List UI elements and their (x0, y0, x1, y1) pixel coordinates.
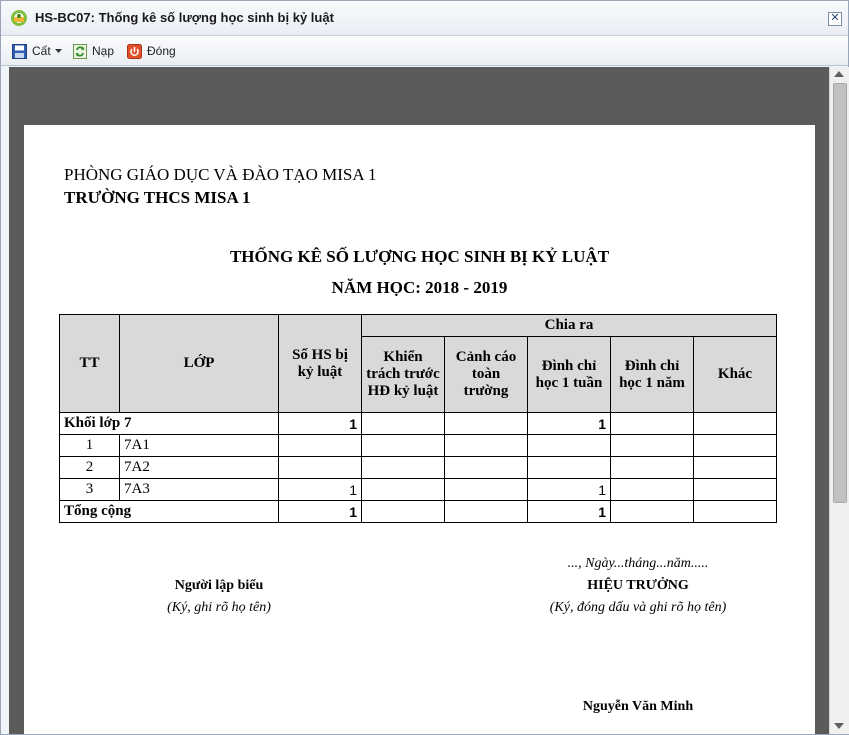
report-viewer[interactable] (9, 67, 829, 734)
row-suspend-year (611, 457, 694, 479)
header-warning: Khiển trách trước HĐ kỷ luật (362, 337, 445, 413)
row-class: 7A2 (120, 457, 279, 479)
department-name: PHÒNG GIÁO DỤC VÀ ĐÀO TẠO MISA 1 (64, 165, 377, 184)
scroll-down-icon[interactable] (834, 723, 844, 729)
header-breakdown: Chia ra (362, 315, 777, 337)
row-other (694, 457, 777, 479)
row-tt: 1 (60, 435, 120, 457)
row-class: 7A3 (120, 479, 279, 501)
save-icon (12, 44, 27, 59)
row-other (694, 435, 777, 457)
preparer-note: (Ký, ghi rõ họ tên) (167, 600, 271, 615)
row-warning (362, 435, 445, 457)
header-school-warning: Cảnh cáo toàn trường (445, 337, 528, 413)
group-label: Khối lớp 7 (60, 413, 279, 435)
row-suspend-week (528, 457, 611, 479)
row-warning (362, 479, 445, 501)
vertical-scrollbar[interactable] (829, 67, 849, 734)
table-row (60, 479, 777, 501)
report-page (24, 125, 815, 734)
close-icon[interactable]: ✕ (828, 12, 842, 26)
group-other (694, 413, 777, 435)
header-other: Khác (694, 337, 777, 413)
total-suspend-week: 1 (528, 501, 611, 523)
app-logo-icon (10, 9, 28, 27)
row-count: 1 (279, 479, 362, 501)
group-count: 1 (279, 413, 362, 435)
total-row (60, 501, 777, 523)
title-bar (1, 1, 848, 36)
power-icon (127, 44, 142, 59)
preparer-title: Người lập biểu (174, 578, 264, 593)
scroll-thumb[interactable] (833, 83, 847, 503)
group-row (60, 413, 777, 435)
row-school-warning (445, 457, 528, 479)
row-other (694, 479, 777, 501)
close-label: Đóng (147, 44, 176, 58)
group-school-warning (445, 413, 528, 435)
row-tt: 2 (60, 457, 120, 479)
total-warning (362, 501, 445, 523)
discipline-table (59, 314, 777, 523)
row-class: 7A1 (120, 435, 279, 457)
report-title: THỐNG KÊ SỐ LƯỢNG HỌC SINH BỊ KỶ LUẬT (229, 247, 610, 266)
header-suspend-week: Đình chỉ học 1 tuần (528, 337, 611, 413)
row-count (279, 457, 362, 479)
toolbar (1, 36, 848, 66)
row-count (279, 435, 362, 457)
header-tt: TT (60, 315, 120, 413)
principal-name: Nguyễn Văn Minh (582, 699, 694, 714)
chevron-down-icon[interactable] (55, 49, 62, 54)
group-suspend-week: 1 (528, 413, 611, 435)
row-suspend-year (611, 479, 694, 501)
header-suspend-year: Đình chỉ học 1 năm (611, 337, 694, 413)
row-suspend-week: 1 (528, 479, 611, 501)
row-school-warning (445, 435, 528, 457)
principal-note: (Ký, đóng dấu và ghi rõ họ tên) (549, 600, 727, 615)
header-class: LỚP (120, 315, 279, 413)
row-suspend-year (611, 435, 694, 457)
reload-button[interactable] (73, 42, 114, 60)
reload-label: Nạp (92, 44, 115, 58)
save-label: Cất (32, 44, 51, 58)
row-school-warning (445, 479, 528, 501)
table-row (60, 457, 777, 479)
total-other (694, 501, 777, 523)
scroll-up-icon[interactable] (834, 71, 844, 77)
refresh-icon (73, 44, 87, 59)
total-label: Tổng cộng (60, 501, 279, 523)
row-suspend-week (528, 435, 611, 457)
row-tt: 3 (60, 479, 120, 501)
window-title: HS-BC07: Thống kê số lượng học sinh bị kỷ luật (35, 10, 334, 25)
save-button[interactable] (12, 42, 62, 60)
row-warning (362, 457, 445, 479)
school-name: TRƯỜNG THCS MISA 1 (64, 188, 251, 207)
group-suspend-year (611, 413, 694, 435)
header-count: Số HS bị kỷ luật (279, 315, 362, 413)
table-row (60, 435, 777, 457)
total-school-warning (445, 501, 528, 523)
group-warning (362, 413, 445, 435)
school-year: NĂM HỌC: 2018 - 2019 (331, 278, 508, 297)
date-line: ..., Ngày...tháng...năm..... (567, 556, 709, 571)
principal-title: HIỆU TRƯỞNG (587, 578, 689, 593)
close-button[interactable] (127, 42, 176, 60)
total-count: 1 (279, 501, 362, 523)
total-suspend-year (611, 501, 694, 523)
